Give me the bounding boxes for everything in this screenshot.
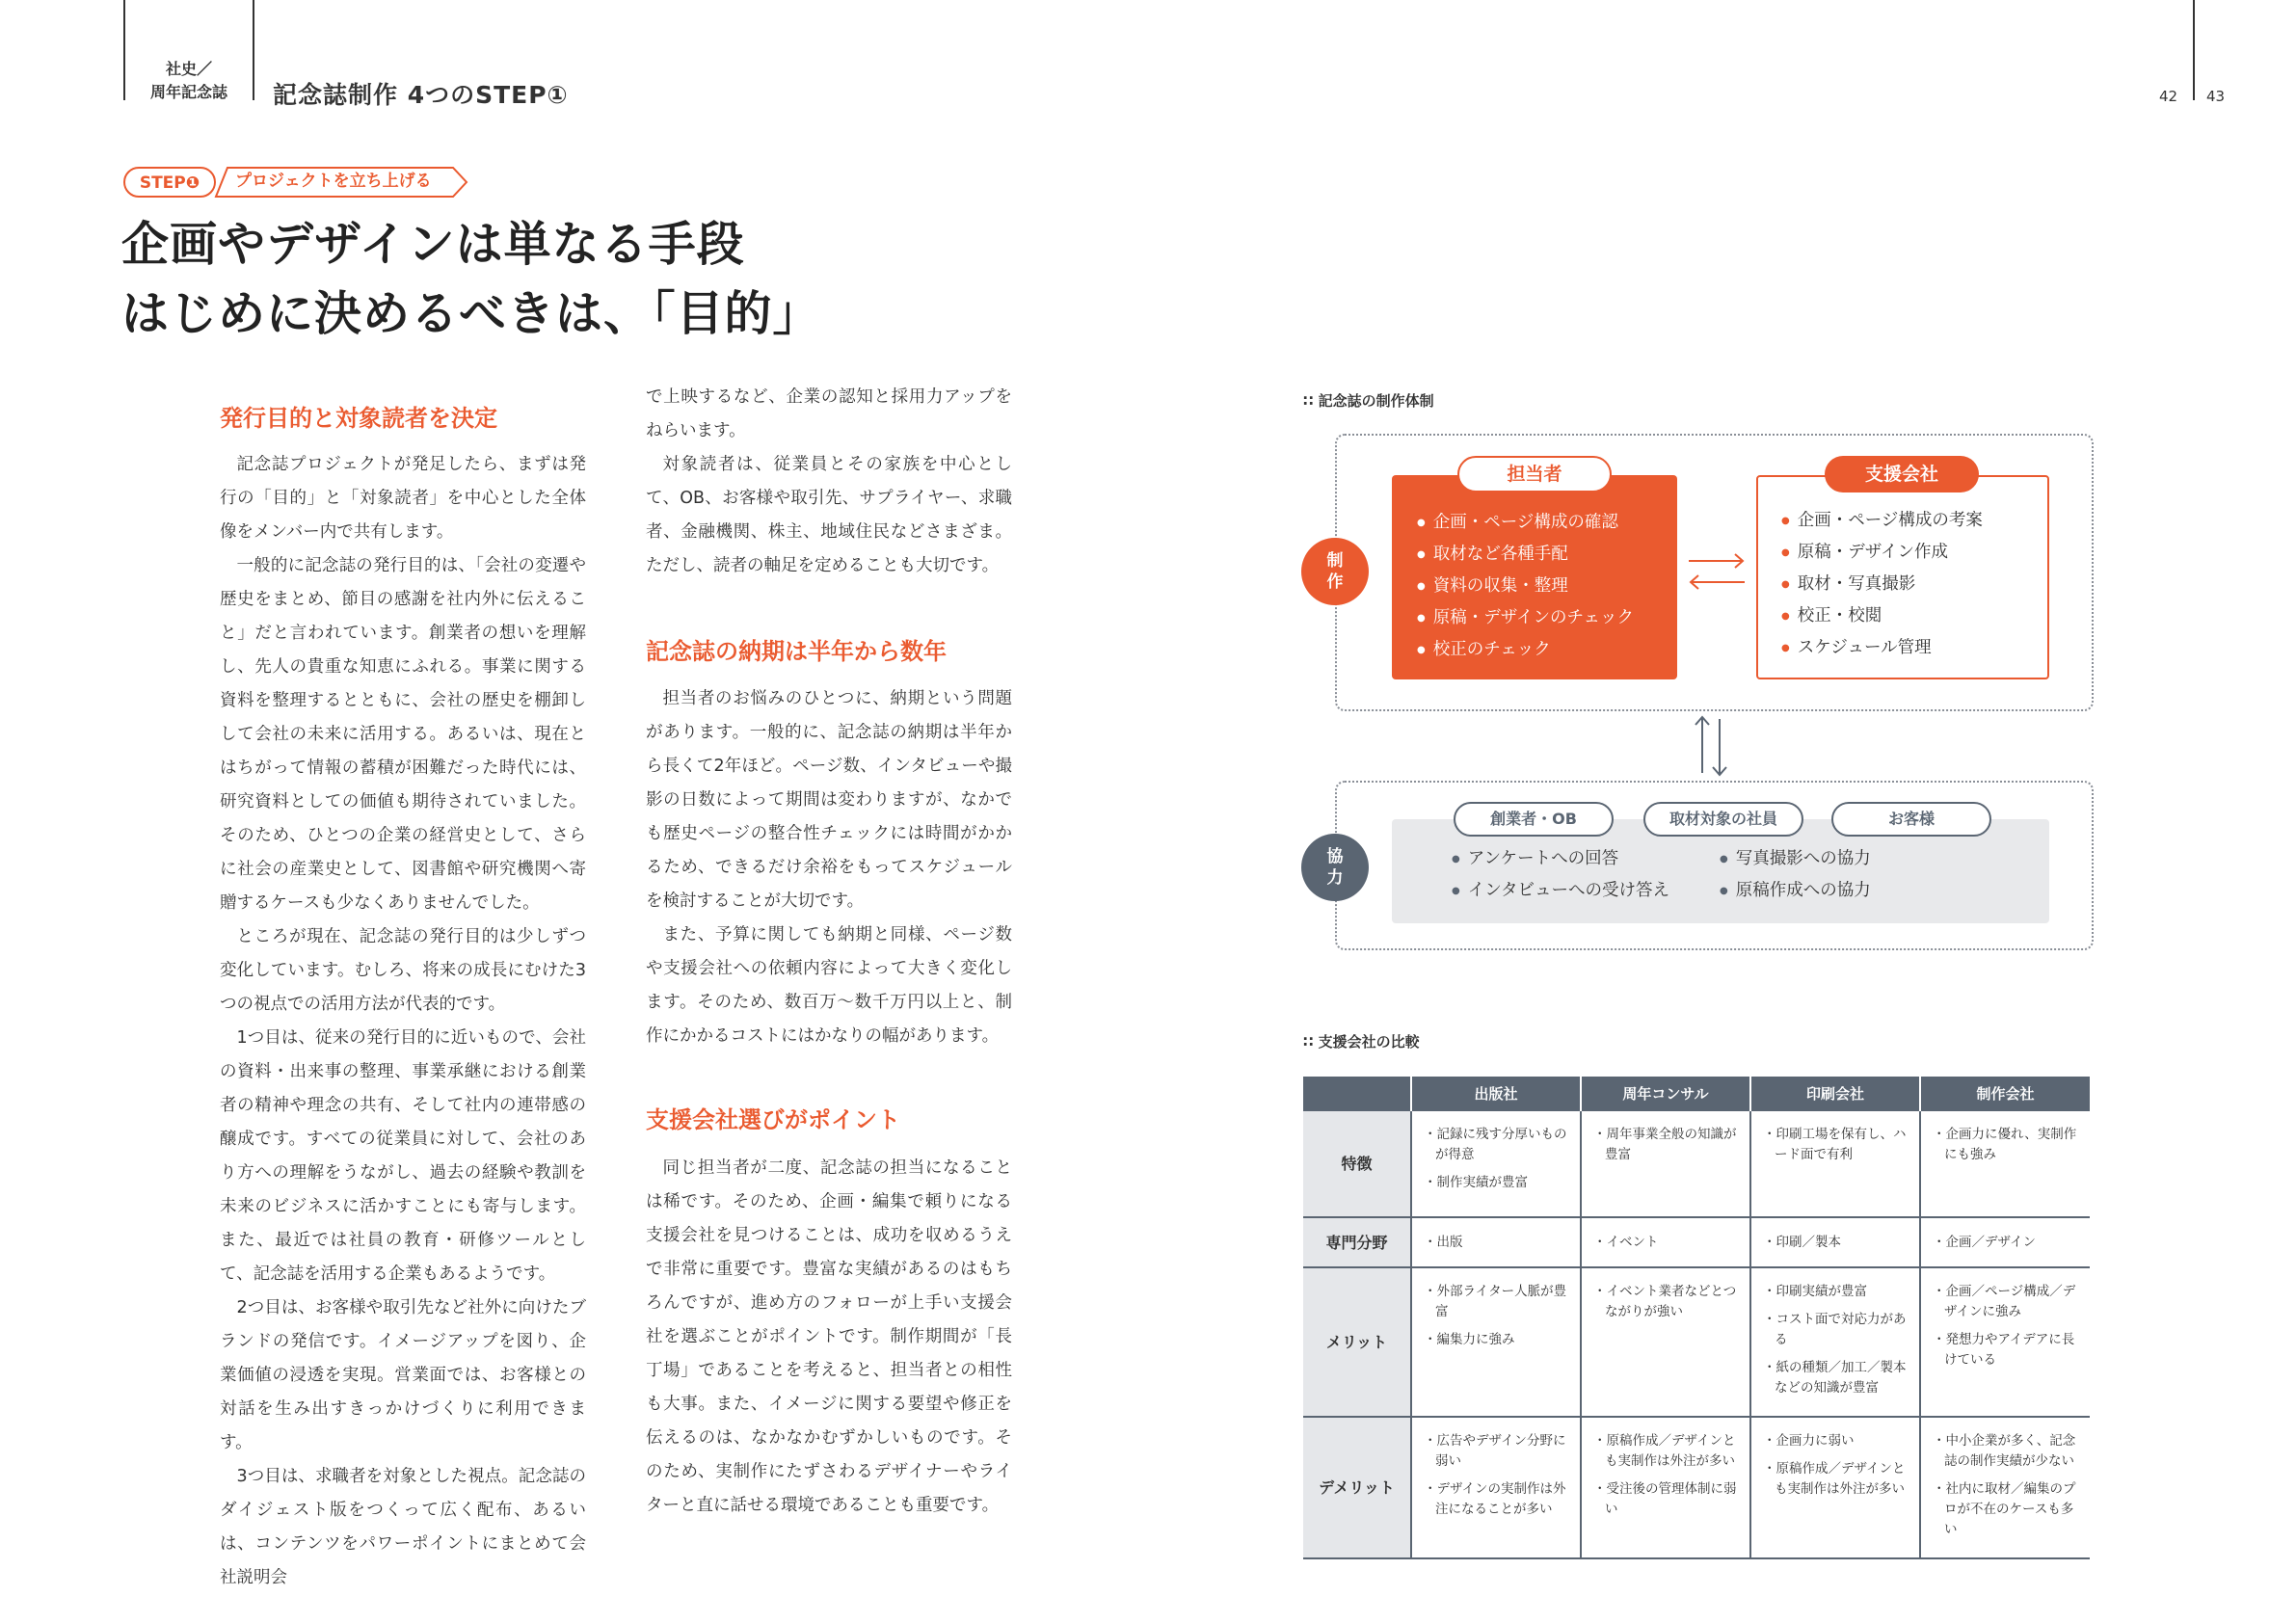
body-column-1: 記念誌プロジェクトが発足したら、まずは発行の「目的」と「対象読者」を中心とした全体像をメンバー内で共有します。 一般的に記念誌の発行目的は、「会社の変遷や歴史をまとめ、節目の感謝を社内外に伝えること」だと言われています。創業者の想いを理解し、先人の貴重な知恵にふれる。事業に関する資料を整理するとともに、会社の歴史を棚卸しして会社の未来に活用する。あるいは、現在とはちがって情報の蓄積が困難だった時代には、研究資料としての価値も期待されていました。そのため、ひとつの企業の経営史として、さらに社会の産業史として、図書館や研究機関へ寄贈するケースも少なくありませんでした。 ところが現在、記念誌の発行目的は少しずつ変化しています。むしろ、将来の成長にむけた3つの視点での活用方法が代表的です。 1つ目は、従来の発行目的に近いもので、会社の資料・出来事の整理、事業承継における創業者の精神や理念の共有、そして社内の連帯感の醸成です。すべての従業員に対して、会社のあり方への理解をうながし、過去の経験や教訓を未来のビジネスに活かすことにも寄与します。また、最近では社員の教育・研修ツールとして、記念誌を活用する企業もあるようです。 2つ目は、お客様や取引先など社外に向けたブランドの発信です。イメージアップを図り、企業価値の浸透を実現。営業面では、お客様との対話を生み出すきっかけづくりに利用できます。 3つ目は、求職者を対象とした視点。記念誌のダイジェスト版をつくって広く配布、あるいは、コンテンツをパワーポイントにまとめて会社説明会 bbox=[220, 455, 586, 1587]
table-header-printer: 印刷会社 bbox=[1750, 1077, 1920, 1110]
headline-line1: 企画やデザインは単なる手段 bbox=[121, 217, 745, 272]
body-column-2-deadline: 担当者のお悩みのひとつに、納期という問題があります。一般的に、記念誌の納期は半年から長くて2年ほど。ページ数、インタビューや撮影の日数によって期間は変わりますが、なかでも歴史ページの整合性チェックには時間がかかるため、できるだけ余裕をもってスケジュールを検討することが大切です。 また、予算に関しても納期と同様、ページ数や支援会社への依頼内容によって大きく変化します。そのため、数百万〜数千万円以上と、制作にかかるコストにはかなりの幅があります。 bbox=[646, 689, 1012, 1046]
tantousha-list: ● 企画・ページ構成の確認 ● 取材など各種手配 ● 資料の収集・整理 ● 原稿・デザインのチェック ● 校正のチェック bbox=[1417, 507, 1634, 666]
body-column-2-intro: で上映するなど、企業の認知と採用力アップをねらいます。 対象読者は、従業員とその家族を中心として、OB、お客様や取引先、サプライヤー、求職者、金融機関、株主、地域住民などさまざま。ただし、読者の軸足を定めることも大切です。 bbox=[646, 387, 1012, 575]
production-circle: 制 作 bbox=[1301, 538, 1369, 605]
section-heading-partner: 支援会社選びがポイント bbox=[646, 1106, 900, 1133]
section-heading-deadline: 記念誌の納期は半年から数年 bbox=[646, 638, 947, 665]
table-header-row bbox=[1303, 1077, 2090, 1110]
headline-line2: はじめに決めるべきは、「目的」 bbox=[121, 286, 821, 341]
body-column-2-partner: 同じ担当者が二度、記念誌の担当になることは稀です。そのため、企画・編集で頼りになる支援会社を見つけることは、成功を収めるうえで非常に重要です。豊富な実績があるのはもちろんですが、進め方のフォローが上手い支援会社を選ぶことがポイントです。制作期間が「長丁場」であることを考えると、担当者との相性も大事。また、イメージに関する要望や修正を伝えるのは、なかなかむずかしいものです。そのため、実制作にたずさわるデザイナーやライターと直に話せる環境であることも重要です。 bbox=[646, 1158, 1012, 1515]
table-row: デメリット ・ 広告やデザイン分野に弱い ・ デザインの実制作は外注になることが多い ・ 原稿作成／デザインとも実制作は外注が多い ・ 受注後の管理体制に弱い ・ 企画力に弱い ・ 原稿作成／デザインとも実制作は外注が多い ・ 中小企業が多く、記念誌の制作実績が少ない ・ 社内に取材／編集のプロが不在のケースも多い bbox=[1303, 1417, 2090, 1558]
coop-list-left: ● アンケートへの回答 ● インタビューへの受け答え bbox=[1452, 843, 1669, 907]
headline bbox=[121, 210, 821, 349]
section-label: 社史／ 周年記念誌 bbox=[149, 60, 227, 101]
header-divider-mid bbox=[253, 0, 254, 100]
coop-list-right: ● 写真撮影への協力 ● 原稿作成への協力 bbox=[1720, 843, 1871, 907]
table-row: 専門分野 ・ 出版 ・ イベント ・ 印刷／製本 ・ 企画／デザイン bbox=[1303, 1217, 2090, 1267]
page-number-left: 42 bbox=[2159, 88, 2178, 105]
comparison-table bbox=[1303, 1077, 2090, 1559]
header-divider-left bbox=[123, 0, 125, 100]
tantousha-title: 担当者 bbox=[1457, 456, 1612, 492]
cooperation-circle: 協 力 bbox=[1301, 834, 1369, 901]
row-label: 専門分野 bbox=[1303, 1217, 1411, 1267]
vertical-arrows-icon bbox=[1689, 713, 1733, 779]
step-label: プロジェクトを立ち上げる bbox=[235, 172, 432, 191]
header-divider-right bbox=[2193, 0, 2195, 100]
table-header-publisher: 出版社 bbox=[1411, 1077, 1581, 1110]
shien-title: 支援会社 bbox=[1825, 456, 1979, 492]
page-number-right: 43 bbox=[2206, 88, 2226, 105]
section-heading-purpose: 発行目的と対象読者を決定 bbox=[220, 405, 497, 432]
row-label: メリット bbox=[1303, 1267, 1411, 1417]
page-title: 記念誌制作 4つのSTEP① bbox=[273, 81, 569, 109]
shien-list: ● 企画・ページ構成の考案 ● 原稿・デザイン作成 ● 取材・写真撮影 ● 校正・校閲 ● スケジュール管理 bbox=[1781, 505, 1983, 664]
table-header-corner bbox=[1303, 1077, 1411, 1110]
step-badge: STEP❶ bbox=[123, 167, 216, 198]
table-header-production: 制作会社 bbox=[1920, 1077, 2090, 1110]
coop-pill-founder: 創業者・OB bbox=[1454, 802, 1614, 837]
table-caption: ∷ 支援会社の比較 bbox=[1303, 1033, 1420, 1051]
row-label: デメリット bbox=[1303, 1417, 1411, 1558]
table-row: 特徴 ・ 記録に残す分厚いものが得意 ・ 制作実績が豊富 ・ 周年事業全般の知識が豊富 ・ 印刷工場を保有し、ハード面で有利 ・ 企画力に優れ、実制作にも強み bbox=[1303, 1110, 2090, 1217]
table-header-consultant: 周年コンサル bbox=[1581, 1077, 1750, 1110]
diagram-caption: ∷ 記念誌の制作体制 bbox=[1303, 392, 1434, 410]
coop-pill-customer: お客様 bbox=[1831, 802, 1991, 837]
exchange-arrows-icon bbox=[1685, 547, 1749, 596]
coop-pill-staff: 取材対象の社員 bbox=[1643, 802, 1803, 837]
table-row: メリット ・ 外部ライター人脈が豊富 ・ 編集力に強み ・ イベント業者などとつながりが強い ・ 印刷実績が豊富 ・ コスト面で対応力がある ・ 紙の種類／加工／製本などの知識が豊富 ・ 企画／ページ構成／デザインに強み ・ 発想力やアイデアに長けている bbox=[1303, 1267, 2090, 1417]
row-label: 特徴 bbox=[1303, 1110, 1411, 1217]
